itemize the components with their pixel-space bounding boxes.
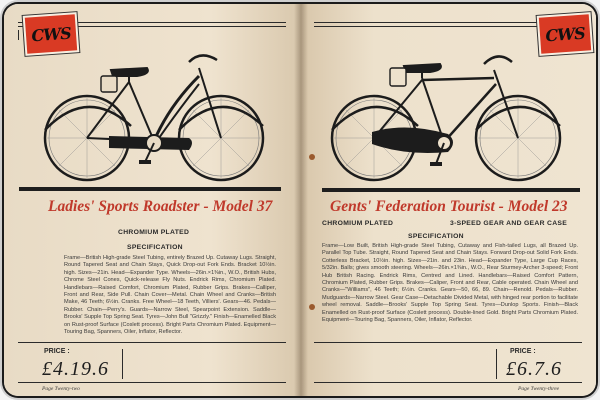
price: £6.7.6	[506, 358, 562, 380]
page-number: Page Twenty-two	[42, 386, 80, 392]
page-number: Page Twenty-three	[518, 386, 560, 392]
price-label: PRICE :	[510, 348, 536, 355]
left-page	[4, 4, 300, 396]
price-label: PRICE :	[44, 348, 70, 355]
gents-bicycle-illustration	[326, 44, 566, 186]
spec-text: Frame—British High-grade Steel Tubing, entirely Brazed Up. Cutaway Lugs. Straight, Round Tapered Seat and Chain Stays, Quick Drop-out Fork Ends. Bracket 10½in. high. Sizes—21in. Head—Expander Type. Wheels—26in.×1⅜in., W.O., British Hubs, Chrome Steel Cones, Quick-release Fly Nuts. Endrick Rims, Chromium Plated. Handlebars—Raised Comfort, Chromium Plated, Rubber Grips. Brakes—Calliper, Front and Rear, Side Pull. Chain Cover—Metal. Chain Wheel and Cranks—British Make, 46 Teeth; 6½in. Cranks. Free Wheel—18 Teeth, Villiers'. Gears—46. Pedals—Rubber. Chain—Perry's. Guards—Narrow Steel, Spearpoint Extension. Saddle—Brooks' Supple Top Spring Seat. Tyres—John Bull "Grizzly." Finish—Enamelled Black on Rust-proof Surface (Coslett process). Bright Parts Chromium Plated. Equipment—Touring Bag, Spanners, Oiler, Inflator, Reflector.	[64, 255, 276, 336]
finish-label: CHROMIUM PLATED	[118, 229, 190, 236]
catalogue-spread	[4, 4, 596, 396]
ladies-bicycle-illustration	[39, 46, 269, 186]
spec-text: Frame—Low Built, British High-grade Steel Tubing, Cutaway and Fish-tailed Lugs, all Brazed Up. Parallel Top Tube. Straight, Round Tapered Seat and Chain Stays. Forward Drop-out Solid Fork Ends. Cotterless Bracket, 10½in. high. Sizes—21in. and 23in. Head—Expander Type, Large Cup Races, 5/32in. Balls; gives smooth steering. Wheels—26in.×1⅜in., W.O., Rear Sturmey-Archer 3-speed; Front Hub British Racing. Endrick Rims, Centred and Lined. Handlebars—Raised Comfort Pattern, Chromium Plated, Rubber Grips. Brakes—Caliper, Front and Rear, Cable operated. Chain Wheel and Cranks—"Williams", 46 Teeth; 6½in. Cranks. Gears—50, 66, 89. Chain—Renold. Pedals—Rubber. Mudguards—Narrow Steel. Gear Case—Detachable Divided Metal, with hinged rear portion to facilitate wheel removal. Saddle—Brooks' Supple Top Spring Seat. Tyres—Dunlop Sports. Finish—Black Enamelled on Rust-proof Surface (Coslett process). Double-lined Gold. Bright Parts Chromium Plated. Equipment—Touring Bag, Spanners, Oiler, Inflator, Reflector.	[322, 243, 578, 324]
price-divider	[122, 349, 123, 379]
ground-line	[19, 187, 281, 191]
price-divider	[496, 349, 497, 379]
cws-logo: CWS	[25, 14, 77, 53]
right-page	[300, 4, 596, 396]
ground-line	[322, 188, 580, 192]
bottom-rule	[18, 342, 286, 343]
staple	[309, 154, 315, 160]
price: £4.19.6	[42, 358, 109, 380]
model-title: Ladies' Sports Roadster - Model 37	[48, 198, 273, 215]
corner-mark	[18, 30, 19, 40]
model-title: Gents' Federation Tourist - Model 23	[330, 198, 568, 215]
finish-label: CHROMIUM PLATED	[322, 220, 394, 227]
spec-heading: SPECIFICATION	[408, 233, 464, 240]
bottom-rule-2	[314, 382, 582, 383]
center-fold	[294, 4, 308, 396]
bottom-rule	[314, 342, 582, 343]
bottom-rule-2	[18, 382, 286, 383]
staple	[309, 304, 315, 310]
spec-heading: SPECIFICATION	[127, 244, 183, 251]
gear-label: 3-SPEED GEAR AND GEAR CASE	[450, 220, 568, 227]
cws-logo: CWS	[539, 14, 591, 53]
